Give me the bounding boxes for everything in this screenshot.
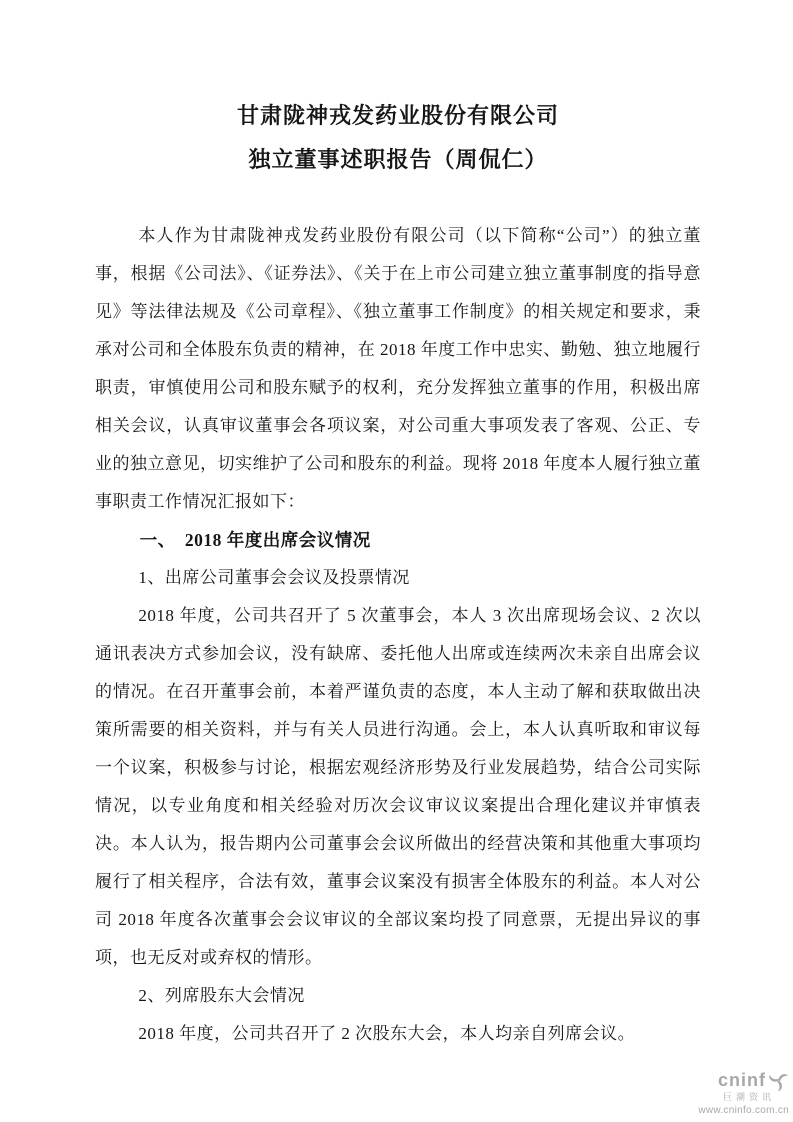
section-heading-meeting-attendance: 一、 2018 年度出席会议情况: [139, 530, 371, 550]
document-body: [95, 217, 701, 1053]
subsection-heading-shareholder-meetings: 2、列席股东大会情况: [138, 986, 305, 1005]
cninfo-swirl-icon: [767, 1070, 789, 1092]
document-content: [95, 94, 701, 1053]
cninfo-logo-chinese: 巨潮资讯: [722, 1092, 775, 1103]
shareholder-meetings-paragraph: 2018 年度，公司共召开了 2 次股东大会，本人均亲自列席会议。: [138, 1024, 636, 1043]
document-title-line1: 甘肃陇神戎发药业股份有限公司: [236, 103, 559, 128]
subsection-heading-board-meetings: 1、出席公司董事会会议及投票情况: [138, 568, 410, 587]
cninfo-logo-text: cninf: [718, 1070, 766, 1091]
cninfo-url: www.cninfo.com.cn: [698, 1105, 789, 1116]
cninfo-watermark: [698, 1070, 789, 1116]
cninfo-brand-row: [698, 1070, 789, 1092]
board-meetings-paragraph: 2018 年度，公司共召开了 5 次董事会，本人 3 次出席现场会议、2 次以通讯表决方式参加会议，没有缺席、委托他人出席或连续两次未亲自出席会议的情况。在召开董事会前，本着严谨负责的态度，本人主动了解和获取做出决策所需要的相关资料，并与有关人员进行沟通。会上，本人认真听取和审议每一个议案，积极参与讨论，根据宏观经济形势及行业发展趋势，结合公司实际情况，以专业角度和相关经验对历次会议审议议案提出合理化建议并审慎表决。本人认为，报告期内公司董事会会议所做出的经营决策和其他重大事项均履行了相关程序，合法有效，董事会议案没有损害全体股东的利益。本人对公司 2018 年度各次董事会会议审议的全部议案均投了同意票，无提出异议的事项，也无反对或弃权的情形。: [95, 606, 701, 967]
document-title-line2: 独立董事述职报告（周侃仁）: [248, 147, 548, 172]
intro-paragraph: 本人作为甘肃陇神戎发药业股份有限公司（以下简称“公司”）的独立董事，根据《公司法》、《证券法》、《关于在上市公司建立独立董事制度的指导意见》等法律法规及《公司章程》、《独立董事工作制度》的相关规定和要求，秉承对公司和全体股东负责的精神，在 2018 年度工作中忠实、勤勉、独立地履行职责，审慎使用公司和股东赋予的权利，充分发挥独立董事的作用，积极出席相关会议，认真审议董事会各项议案，对公司重大事项发表了客观、公正、专业的独立意见，切实维护了公司和股东的利益。现将 2018 年度本人履行独立董事职责工作情况汇报如下：: [95, 226, 701, 511]
